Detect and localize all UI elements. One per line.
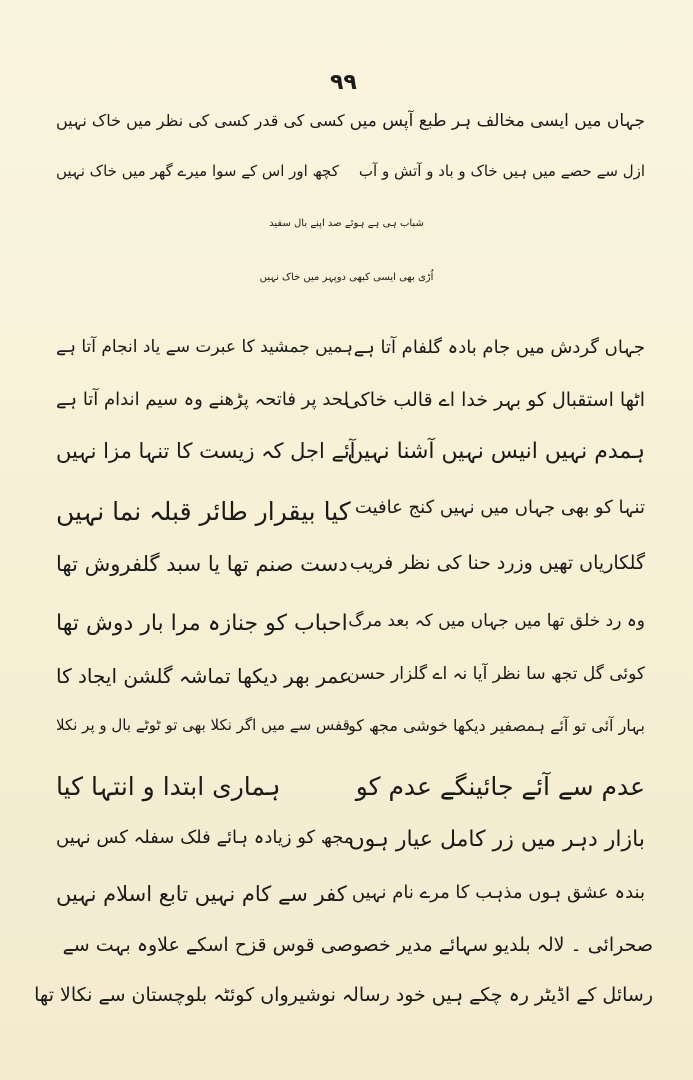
couplet-3-second-line: ہمیں جمشید کا عبرت سے یاد انجام آتا ہے	[56, 337, 353, 357]
centered-verse-line-2: اُڑی بھی ایسی کبھی دوپہر میں خاک نہیں	[259, 272, 434, 283]
couplet-13-first-line: بندہ عشق ہوں مذہب کا مرے نام نہیں	[351, 882, 645, 903]
couplet-4-first-line: اٹھا استقبال کو بہر خدا اے قالب خاکی	[344, 389, 645, 411]
author-note-line-2: رسائل کے اڈیٹر رہ چکے ہیں خود رسالہ نوشیرواں کوئٹہ بلوچستان سے نکالا تھا	[34, 984, 653, 1006]
couplet-5-first-line: ہمدم نہیں انیس نہیں آشنا نہیں	[347, 439, 645, 464]
couplet-12-first-line: بازار دہر میں زر کامل عیار ہوں	[348, 827, 645, 852]
couplet-10-first-line: بہار آئی تو آئے ہمصفیر دیکھا خوشی مجھ کو	[347, 716, 645, 735]
couplet-6-first-line: تنہا کو بھی جہاں میں نہیں کنج عافیت	[354, 497, 645, 518]
couplet-6-second-line: کیا بیقرار طائر قبلہ نما نہیں	[56, 497, 351, 526]
couplet-7-first-line: گلکاریاں تھیں وزرد حنا کی نظر فریب	[349, 552, 645, 574]
couplet-7-second-line: دست صنم تھا یا سبد گلفروش تھا	[56, 552, 348, 576]
couplet-11-second-line: ہماری ابتدا و انتہا کیا	[56, 772, 281, 801]
couplet-1-second-line: کسی کی قدر کسی کی نظر میں خاک نہیں	[56, 111, 345, 130]
author-note-line-1: صحرائی ۔ لالہ بلدیو سہائے مدیر خصوصی قوس قزح اسکے علاوہ بہت سے	[62, 934, 653, 956]
couplet-9-first-line: کوئی گل تجھ سا نظر آیا نہ اے گلزار حسن	[347, 664, 645, 684]
couplet-2-first-line: ازل سے حصے میں ہیں خاک و باد و آتش و آب	[358, 162, 645, 180]
couplet-10-second-line: قفس سے میں اگر نکلا بھی تو ٹوٹے بال و پر نکلا	[56, 716, 350, 734]
couplet-8-second-line: احباب کو جنازہ مرا بار دوش تھا	[56, 611, 348, 636]
couplet-11-first-line: عدم سے آئے جائینگے عدم کو	[355, 772, 645, 801]
couplet-12-second-line: مجھ کو زیادہ ہائے فلک سفلہ کس نہیں	[56, 827, 354, 848]
couplet-9-second-line: عمر بھر دیکھا تماشہ گلشن ایجاد کا	[56, 664, 351, 688]
centered-verse-line-1: شباب ہی ہے ہوئے صد اپنے بال سفید	[269, 218, 424, 229]
couplet-8-first-line: وہ رد خلق تھا میں جہاں میں کہ بعد مرگ	[348, 611, 645, 631]
couplet-5-second-line: آئے اجل کہ زیست کا تنہا مزا نہیں	[56, 439, 356, 463]
couplet-3-first-line: جہاں گردش میں جام بادہ گلفام آتا ہے	[353, 337, 645, 358]
couplet-13-second-line: کفر سے کام نہیں تابع اسلام نہیں	[56, 882, 347, 906]
couplet-4-second-line: لحد پر فاتحہ پڑھنے وہ سیم اندام آتا ہے	[56, 389, 349, 410]
couplet-2-second-line: کچھ اور اس کے سوا میرے گھر میں خاک نہیں	[56, 162, 339, 180]
page-number: ۹۹	[330, 70, 357, 95]
couplet-1-first-line: جہاں میں ایسی مخالف ہر طبع آپس میں	[349, 111, 645, 131]
